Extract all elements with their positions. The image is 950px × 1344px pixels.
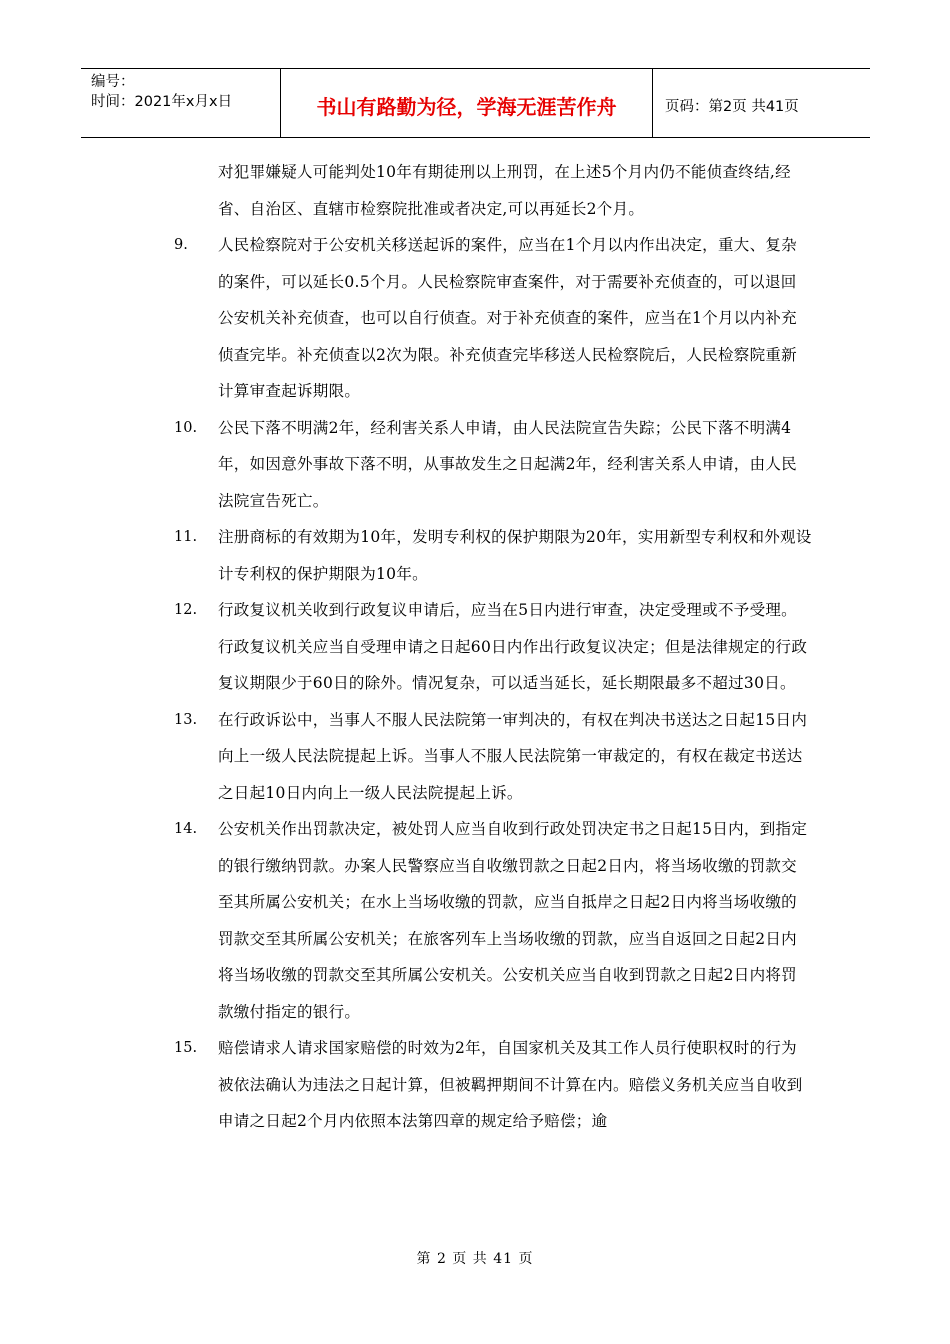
paragraph-9 xyxy=(0,227,950,410)
header-page-info: 页码：第2页 共41页 xyxy=(665,98,799,115)
paragraph-11 xyxy=(0,519,950,592)
paragraph-10 xyxy=(0,410,950,520)
paragraph-number: 15. xyxy=(174,1040,198,1056)
page-footer: 第 2 页 共 41 页 xyxy=(416,1251,534,1267)
page-header xyxy=(81,68,870,138)
paragraph-15 xyxy=(0,1030,950,1140)
paragraph-number: 12. xyxy=(174,602,198,618)
paragraph-number: 11. xyxy=(174,529,198,545)
number-label: 编号： xyxy=(91,74,135,90)
paragraph-14 xyxy=(0,811,950,1030)
paragraph-12 xyxy=(0,592,950,702)
header-motto: 书山有路勤为径，学海无涯苦作舟 xyxy=(281,69,653,137)
paragraph-number: 10. xyxy=(174,419,198,436)
time-label: 时间：2021年x月x日 xyxy=(91,94,233,110)
paragraph-number: 14. xyxy=(174,821,198,837)
paragraph-text: 对犯罪嫌疑人可能判处10年有期徒刑以上刑罚，在上述5个月内仍不能侦查终结,经省、自治区、直辖市检察院批准或者决定,可以再延长2个月。 xyxy=(218,163,791,218)
paragraph-number: 9. xyxy=(174,237,188,253)
paragraph-text: 公民下落不明满2年，经利害关系人申请，由人民法院宣告失踪；公民下落不明满4年，如因意外事故下落不明，从事故发生之日起满2年，经利害关系人申请，由人民法院宣告死亡。 xyxy=(218,418,797,510)
paragraph-text: 在行政诉讼中，当事人不服人民法院第一审判决的，有权在判决书送达之日起15日内向上一级人民法院提起上诉。当事人不服人民法院第一审裁定的，有权在裁定书送达之日起10日内向上一级人民法院提起上诉。 xyxy=(218,710,808,802)
paragraph-text: 公安机关作出罚款决定，被处罚人应当自收到行政处罚决定书之日起15日内，到指定的银行缴纳罚款。办案人民警察应当自收缴罚款之日起2日内，将当场收缴的罚款交至其所属公安机关；在水上当场收缴的罚款，应当自抵岸之日起2日内将当场收缴的罚款交至其所属公安机关；在旅客列车上当场收缴的罚款，应当自返回之日起2日内将当场收缴的罚款交至其所属公安机关。公安机关应当自收到罚款之日起2日内将罚款缴付指定的银行。 xyxy=(218,820,808,1021)
paragraph-continuation xyxy=(0,154,950,227)
paragraph-text: 赔偿请求人请求国家赔偿的时效为2年，自国家机关及其工作人员行使职权时的行为被依法确认为违法之日起计算，但被羁押期间不计算在内。赔偿义务机关应当自收到申请之日起2个月内依照本法第四章的规定给予赔偿；逾 xyxy=(218,1039,803,1130)
header-meta xyxy=(81,69,281,137)
paragraph-text: 行政复议机关收到行政复议申请后，应当在5日内进行审查，决定受理或不予受理。行政复议机关应当自受理申请之日起60日内作出行政复议决定；但是法律规定的行政复议期限少于60日的除外。情况复杂，可以适当延长，延长期限最多不超过30日。 xyxy=(218,601,808,692)
paragraph-text: 注册商标的有效期为10年，发明专利权的保护期限为20年，实用新型专利权和外观设计专利权的保护期限为10年。 xyxy=(218,528,812,583)
paragraph-13 xyxy=(0,702,950,812)
document-body xyxy=(0,154,950,1140)
paragraph-text: 人民检察院对于公安机关移送起诉的案件，应当在1个月以内作出决定，重大、复杂的案件，可以延长0.5个月。人民检察院审查案件，对于需要补充侦查的，可以退回公安机关补充侦查，也可以自行侦查。对于补充侦查的案件，应当在1个月以内补充侦查完毕。补充侦查以2次为限。补充侦查完毕移送人民检察院后，人民检察院重新计算审查起诉期限。 xyxy=(218,236,797,400)
paragraph-number: 13. xyxy=(174,711,198,728)
